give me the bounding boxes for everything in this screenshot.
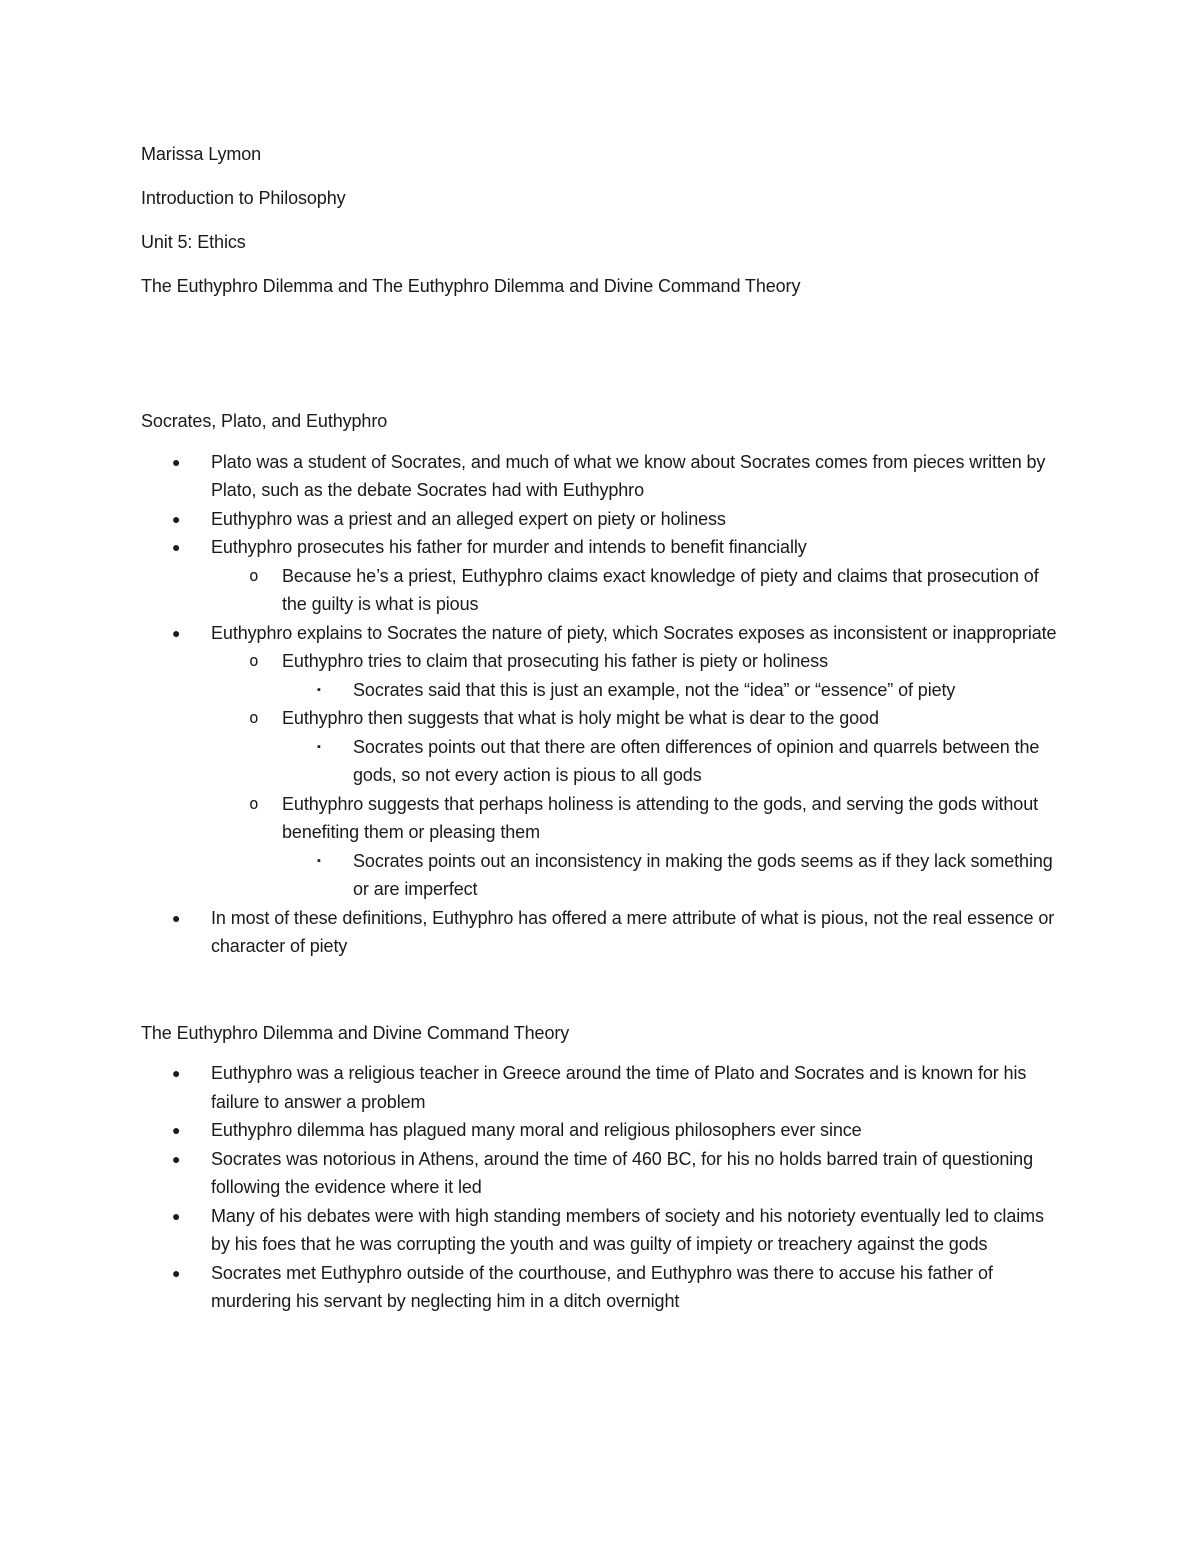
- sub-sub-list-item-text: Socrates points out an inconsistency in making the gods seems as if they lack something or are imperfect: [353, 850, 1053, 899]
- sub-list: [211, 562, 1066, 619]
- sub-sub-list-item-text: Socrates said that this is just an example, not the “idea” or “essence” of piety: [353, 679, 956, 700]
- sub-sub-list-item-text: Socrates points out that there are often differences of opinion and quarrels between the gods, so not every action is pious to all gods: [353, 736, 1040, 785]
- list-item-text: Euthyphro was a priest and an alleged expert on piety or holiness: [211, 508, 726, 529]
- sub-sub-list: [282, 733, 1066, 790]
- sub-sub-list-item: [282, 847, 1066, 904]
- bullet-marker: ●: [172, 1150, 181, 1167]
- list-item-text: Many of his debates were with high standing members of society and his notoriety eventually led to claims by his foes that he was corrupting the youth and was guilty of impiety or treachery against the gods: [211, 1205, 1044, 1254]
- list-item-text: Euthyphro was a religious teacher in Greece around the time of Plato and Socrates and is known for his failure to answer a problem: [211, 1063, 1027, 1112]
- circle-marker: o: [249, 708, 259, 727]
- list-item: [141, 619, 1066, 904]
- circle-marker: o: [249, 651, 259, 670]
- unit-label: Unit 5: Ethics: [141, 232, 246, 252]
- sub-list-item-text: Because he’s a priest, Euthyphro claims exact knowledge of piety and claims that prosecution of the guilty is what is pious: [282, 565, 1039, 614]
- list-item: [141, 533, 1066, 619]
- sub-sub-list: [282, 847, 1066, 904]
- list-item: [141, 1116, 1066, 1145]
- bullet-marker: ●: [172, 539, 181, 555]
- section2-bullet-list: [141, 1059, 1066, 1316]
- document-title: The Euthyphro Dilemma and The Euthyphro Dilemma and Divine Command Theory: [141, 276, 801, 296]
- list-item-text: Plato was a student of Socrates, and much of what we know about Socrates comes from pieces written by Plato, such as the debate Socrates had with Euthyphro: [211, 451, 1046, 500]
- sub-list-item-text: Euthyphro tries to claim that prosecuting his father is piety or holiness: [282, 651, 828, 671]
- sub-list-item-text: Euthyphro suggests that perhaps holiness is attending to the gods, and serving the gods without benefiting them or pleasing them: [282, 793, 1039, 842]
- list-item: [141, 1145, 1066, 1202]
- circle-marker: o: [249, 793, 259, 813]
- bullet-marker: ●: [172, 1264, 181, 1281]
- bullet-marker: ●: [172, 510, 181, 527]
- list-item: [141, 904, 1066, 961]
- bullet-marker: ●: [172, 453, 181, 470]
- square-marker: ▪: [317, 683, 321, 696]
- section-title-socrates-plato-euthyphro: Socrates, Plato, and Euthyphro: [141, 411, 388, 431]
- list-item-text: In most of these definitions, Euthyphro has offered a mere attribute of what is pious, not the real essence or character of piety: [211, 907, 1055, 956]
- list-item-text: Euthyphro dilemma has plagued many moral and religious philosophers ever since: [211, 1120, 862, 1140]
- course-name: Introduction to Philosophy: [141, 188, 346, 208]
- list-item: [141, 1259, 1066, 1316]
- list-item: [141, 1202, 1066, 1259]
- sub-list-item: [211, 790, 1066, 904]
- square-marker: ▪: [317, 740, 321, 753]
- bullet-marker: ●: [172, 624, 181, 641]
- sub-list-item-text: Euthyphro then suggests that what is holy might be what is dear to the good: [282, 708, 879, 728]
- list-item-text: Euthyphro explains to Socrates the nature of piety, which Socrates exposes as inconsistent or inappropriate: [211, 622, 1057, 643]
- list-item-text: Socrates was notorious in Athens, around the time of 460 BC, for his no holds barred train of questioning following the evidence where it led: [211, 1148, 1033, 1197]
- list-item-text: Euthyphro prosecutes his father for murder and intends to benefit financially: [211, 537, 807, 557]
- sub-list-item: [211, 562, 1066, 619]
- list-item-text: Socrates met Euthyphro outside of the courthouse, and Euthyphro was there to accuse his father of murdering his servant by neglecting him in a ditch overnight: [211, 1262, 993, 1311]
- bullet-marker: ●: [172, 1065, 181, 1081]
- bullet-marker: ●: [172, 909, 181, 926]
- sub-list: [211, 647, 1066, 904]
- sub-sub-list: [282, 676, 1066, 705]
- author-name: Marissa Lymon: [141, 144, 262, 164]
- document-body: [141, 140, 1066, 1316]
- list-item: [141, 505, 1066, 534]
- section-title-dilemma-divine-command: The Euthyphro Dilemma and Divine Command Theory: [141, 1022, 570, 1043]
- sub-sub-list-item: [282, 676, 1066, 705]
- square-marker: ▪: [317, 854, 321, 867]
- bullet-marker: ●: [172, 1122, 181, 1138]
- circle-marker: o: [249, 565, 259, 585]
- list-item: [141, 1059, 1066, 1116]
- sub-sub-list-item: [282, 733, 1066, 790]
- sub-list-item: [211, 704, 1066, 790]
- sub-list-item: [211, 647, 1066, 704]
- section1-bullet-list: [141, 448, 1066, 961]
- bullet-marker: ●: [172, 1207, 181, 1224]
- list-item: [141, 448, 1066, 505]
